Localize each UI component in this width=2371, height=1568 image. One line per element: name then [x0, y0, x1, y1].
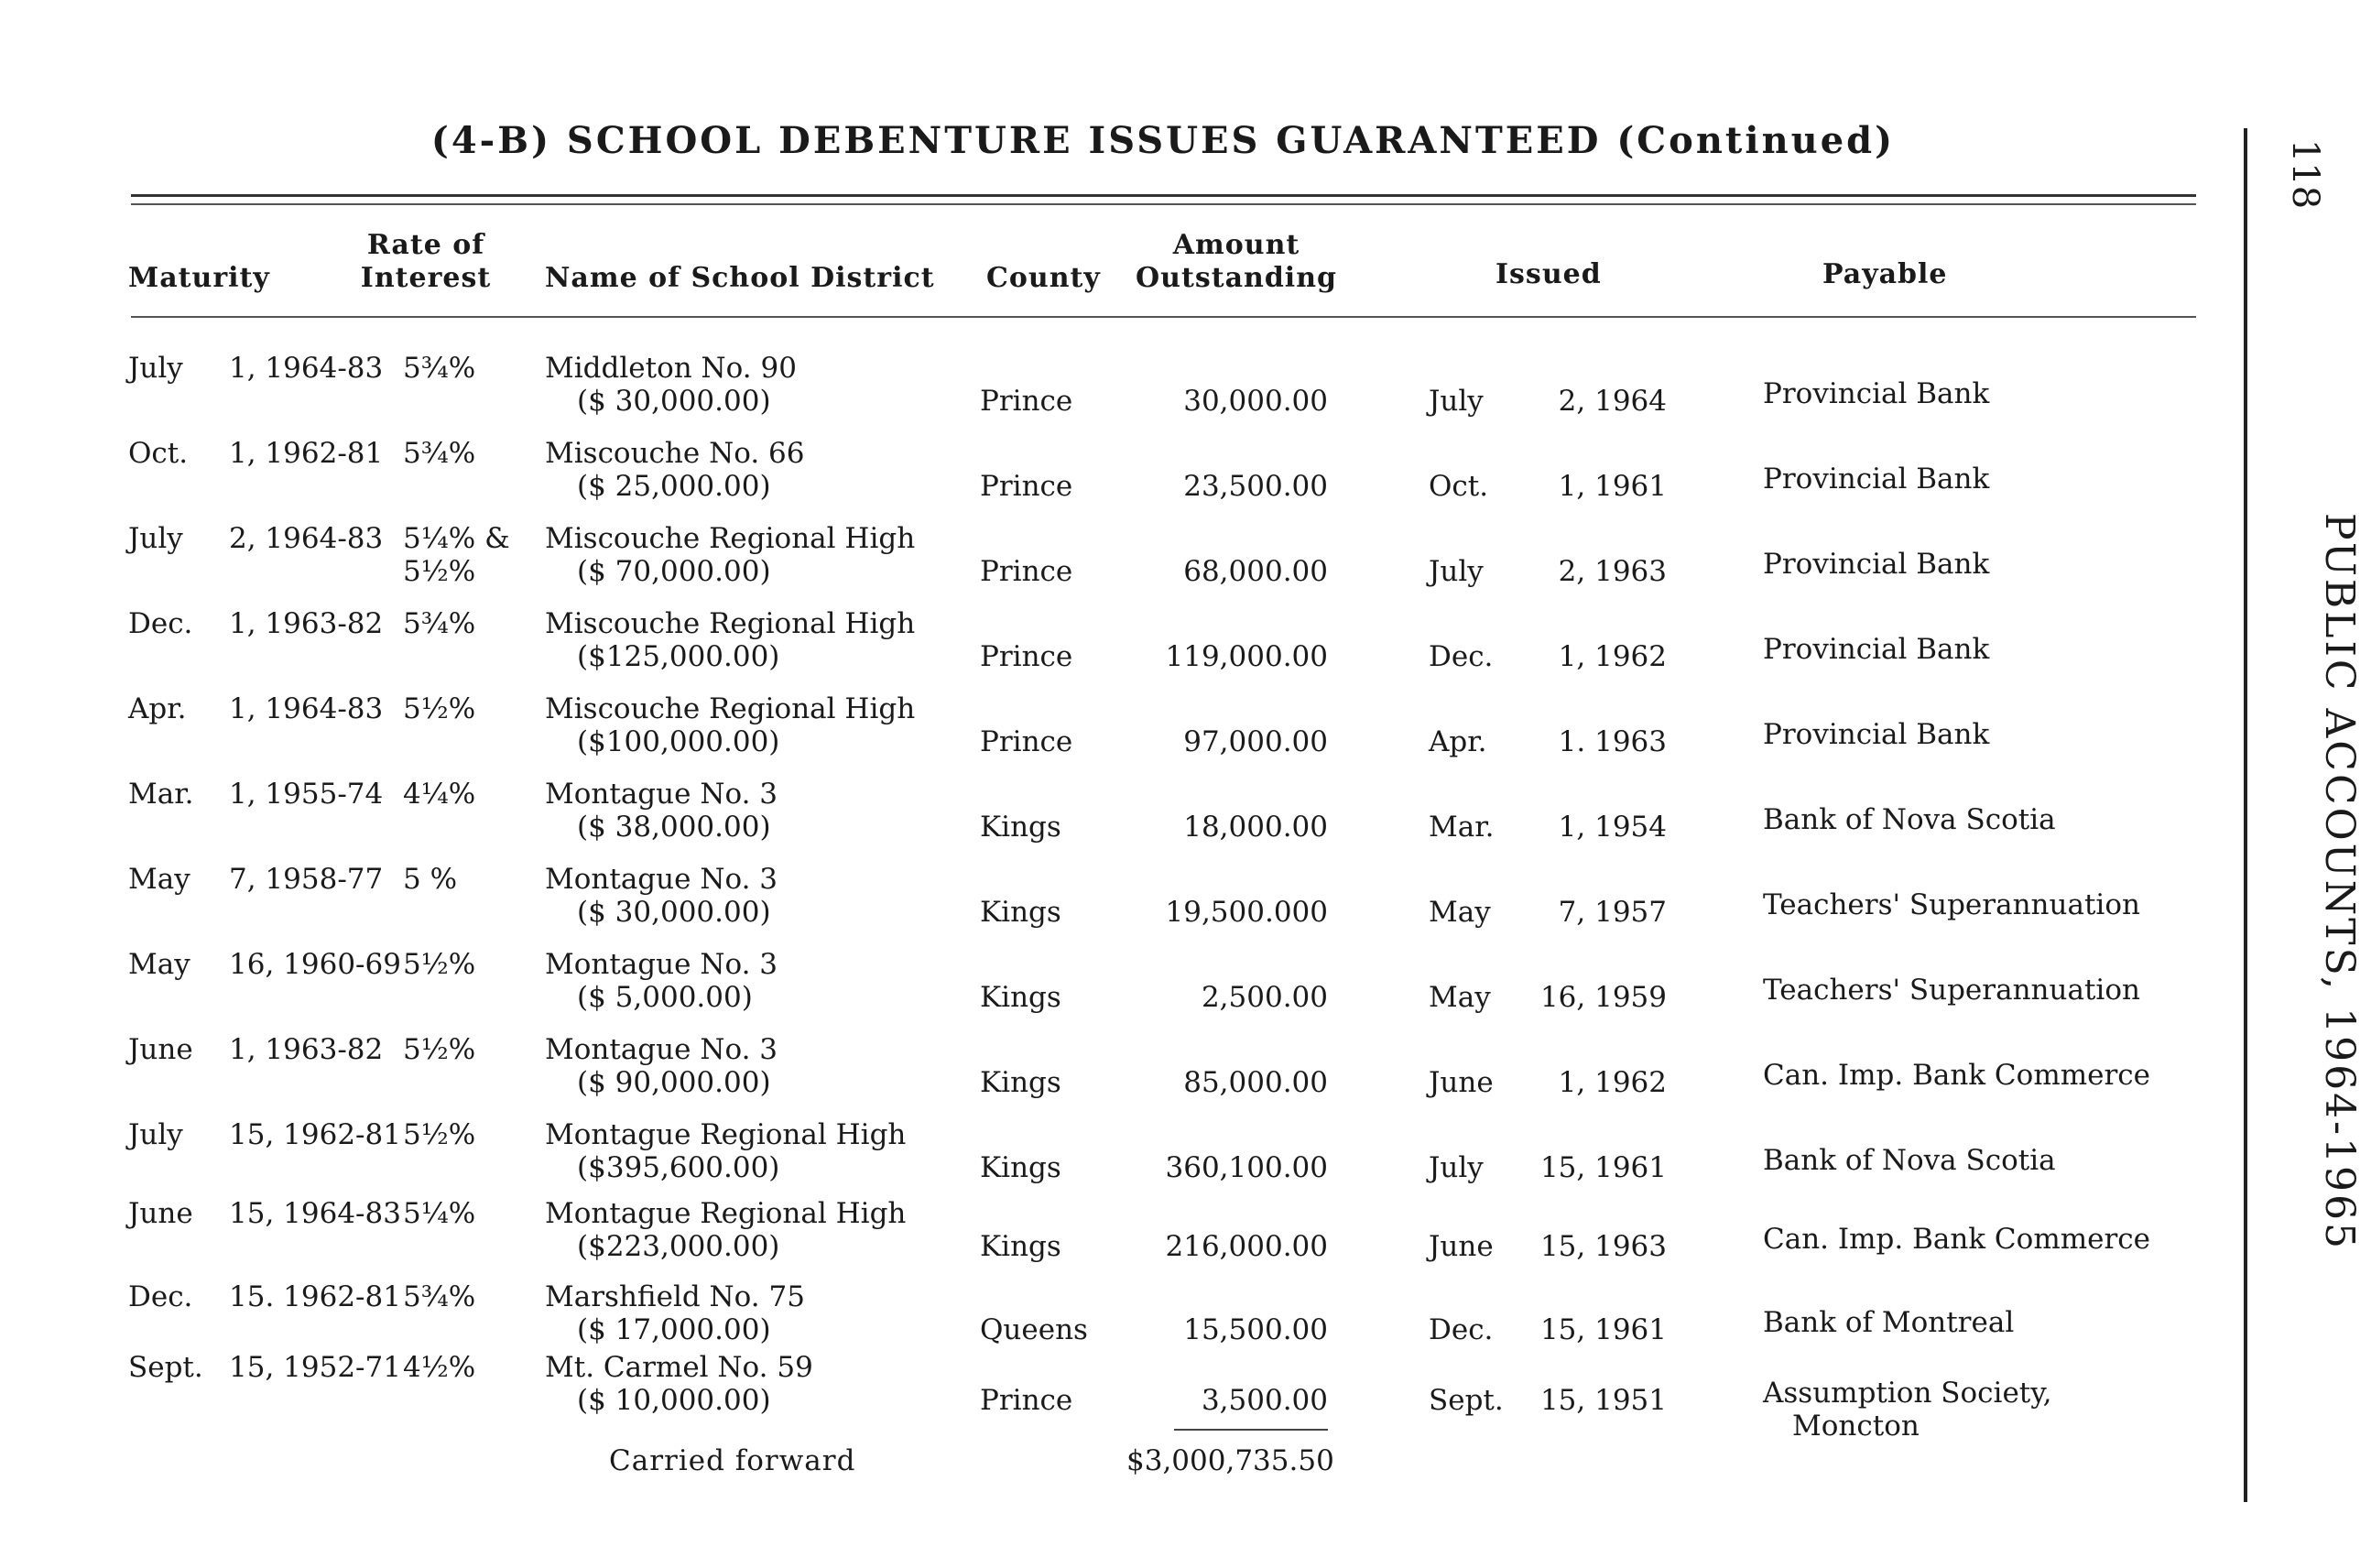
original-amount: ($ 17,000.00) [577, 1313, 771, 1346]
col-header-maturity: Maturity [128, 262, 270, 294]
maturity-month: Sept. [128, 1351, 203, 1384]
payable-cell [1763, 1223, 2150, 1256]
rate-cell [403, 1351, 475, 1384]
issued-cell [1429, 1066, 1667, 1099]
maturity-cell [128, 1033, 384, 1066]
district-name: Middleton No. 90 [545, 352, 797, 385]
col-header-county: County [986, 262, 1101, 294]
amount-cell: 97,000.00 [1183, 725, 1328, 758]
rate-cell [403, 522, 510, 588]
rate-value: 4¼% [403, 778, 476, 811]
district-name: Miscouche Regional High [545, 607, 916, 640]
maturity-cell [128, 352, 384, 385]
issued-cell [1429, 981, 1667, 1014]
district-cell [545, 437, 804, 503]
payable-cell [1763, 463, 1989, 495]
district-name: Montague No. 3 [545, 948, 778, 981]
payable-text: Teachers' Superannuation [1763, 888, 2140, 921]
payable-cell [1763, 888, 2140, 921]
col-header-rate-line1: Rate of [366, 229, 485, 261]
rate-cell [403, 1197, 475, 1230]
rate-value: 5 % [403, 863, 458, 896]
payable-cell [1763, 1059, 2150, 1092]
issued-date: 1. 1963 [1558, 725, 1667, 758]
issued-cell [1429, 385, 1667, 418]
maturity-date: 1, 1963-82 [229, 1033, 384, 1066]
page-title [128, 119, 2198, 162]
table-row [0, 522, 2235, 606]
running-title: PUBLIC ACCOUNTS, 1964-1965 [2316, 513, 2363, 1251]
maturity-cell [128, 778, 384, 811]
maturity-cell [128, 863, 384, 896]
col-header-rate [348, 229, 504, 295]
issued-month: July [1429, 385, 1484, 418]
col-header-name: Name of School District [545, 262, 935, 294]
county-cell: Prince [980, 555, 1073, 588]
table-row [0, 437, 2235, 521]
original-amount: ($395,600.00) [577, 1151, 780, 1184]
col-header-payable: Payable [1822, 258, 1948, 290]
district-cell [545, 1280, 805, 1346]
rate-value: 5¼% & [403, 522, 510, 555]
payable-text: Provincial Bank [1763, 718, 1990, 751]
rate-cell [403, 437, 475, 470]
table-row [0, 1033, 2235, 1117]
issued-cell [1429, 470, 1667, 503]
col-header-rate-line2: Interest [360, 262, 492, 294]
payable-cell [1763, 1377, 2052, 1443]
maturity-cell [128, 948, 401, 981]
col-header-amount-line2: Outstanding [1136, 262, 1337, 294]
maturity-cell [128, 1280, 401, 1313]
rate-value: 4½% [403, 1351, 476, 1384]
maturity-date: 2, 1964-83 [229, 522, 384, 555]
payable-cell [1763, 803, 2056, 836]
district-name: Marshfield No. 75 [545, 1280, 805, 1313]
county-cell: Prince [980, 1384, 1073, 1417]
payable-text: Teachers' Superannuation [1763, 974, 2140, 1007]
maturity-month: July [128, 1118, 183, 1151]
title-text: (4-B) SCHOOL DEBENTURE ISSUES GUARANTEED [430, 119, 1602, 162]
county-cell: Kings [980, 811, 1061, 844]
total-rule [1174, 1429, 1328, 1431]
issued-cell [1429, 640, 1667, 673]
original-amount: ($ 30,000.00) [577, 896, 771, 929]
carried-forward-total: $3,000,735.50 [1126, 1444, 1334, 1477]
rate-cell [403, 863, 457, 896]
payable-text-2: Moncton [1792, 1410, 1920, 1443]
district-cell [545, 692, 915, 758]
issued-month: Dec. [1429, 1313, 1494, 1346]
maturity-date: 15, 1964-83 [229, 1197, 401, 1230]
original-amount: ($125,000.00) [577, 640, 780, 673]
rate-cell [403, 607, 475, 640]
county-cell: Kings [980, 981, 1061, 1014]
issued-month: June [1429, 1066, 1494, 1099]
issued-month: June [1429, 1230, 1494, 1263]
payable-text: Provincial Bank [1763, 548, 1990, 581]
original-amount: ($ 10,000.00) [577, 1384, 771, 1417]
original-amount: ($ 38,000.00) [577, 811, 771, 844]
issued-date: 1, 1954 [1558, 811, 1667, 844]
rate-value: 5½% [403, 692, 476, 725]
issued-cell [1429, 1384, 1667, 1417]
district-name: Miscouche Regional High [545, 692, 916, 725]
district-name: Montague No. 3 [545, 863, 778, 896]
county-cell: Kings [980, 1230, 1061, 1263]
amount-cell: 360,100.00 [1165, 1151, 1328, 1184]
maturity-date: 1, 1963-82 [229, 607, 384, 640]
maturity-month: May [128, 863, 190, 896]
payable-text: Bank of Montreal [1763, 1306, 2015, 1339]
title-continued: (Continued) [1616, 119, 1896, 162]
original-amount: ($ 90,000.00) [577, 1066, 771, 1099]
amount-cell: 85,000.00 [1183, 1066, 1328, 1099]
district-cell [545, 352, 797, 418]
maturity-month: July [128, 522, 183, 555]
rate-value: 5½% [403, 1033, 476, 1066]
table-row [0, 948, 2235, 1032]
payable-text: Can. Imp. Bank Commerce [1763, 1223, 2150, 1256]
maturity-date: 1, 1955-74 [229, 778, 384, 811]
amount-cell: 18,000.00 [1183, 811, 1328, 844]
title-rule-thick [131, 194, 2196, 197]
district-cell [545, 863, 778, 929]
district-name: Montague Regional High [545, 1197, 907, 1230]
maturity-cell [128, 522, 384, 555]
carried-forward-label: Carried forward [609, 1444, 856, 1477]
amount-cell: 19,500.000 [1165, 896, 1328, 929]
payable-cell [1763, 377, 1989, 410]
table-row [0, 352, 2235, 436]
col-header-amount-line1: Amount [1172, 229, 1300, 261]
amount-cell: 3,500.00 [1201, 1384, 1328, 1417]
issued-date: 1, 1962 [1558, 1066, 1667, 1099]
county-cell: Prince [980, 725, 1073, 758]
rate-value-2: 5½% [403, 555, 476, 588]
issued-month: May [1429, 981, 1491, 1014]
issued-month: Oct. [1429, 470, 1489, 503]
original-amount: ($223,000.00) [577, 1230, 780, 1263]
issued-date: 1, 1962 [1558, 640, 1667, 673]
issued-month: July [1429, 555, 1484, 588]
payable-text: Provincial Bank [1763, 377, 1990, 410]
table-row [0, 863, 2235, 947]
original-amount: ($ 30,000.00) [577, 385, 771, 418]
issued-date: 7, 1957 [1558, 896, 1667, 929]
amount-cell: 119,000.00 [1165, 640, 1328, 673]
county-cell: Kings [980, 1151, 1061, 1184]
col-header-issued: Issued [1495, 258, 1602, 290]
page-number: 118 [2284, 138, 2326, 210]
district-cell [545, 1118, 906, 1184]
district-name: Montague No. 3 [545, 778, 778, 811]
original-amount: ($ 70,000.00) [577, 555, 771, 588]
maturity-date: 15, 1962-81 [229, 1118, 401, 1151]
issued-date: 2, 1964 [1558, 385, 1667, 418]
table-row [0, 607, 2235, 691]
district-name: Miscouche No. 66 [545, 437, 805, 470]
rate-cell [403, 1280, 475, 1313]
district-cell [545, 522, 915, 588]
payable-cell [1763, 718, 1989, 751]
payable-cell [1763, 548, 1989, 581]
district-cell [545, 1197, 906, 1263]
amount-cell: 68,000.00 [1183, 555, 1328, 588]
rate-value: 5¼% [403, 1197, 476, 1230]
district-name: Mt. Carmel No. 59 [545, 1351, 813, 1384]
payable-text: Provincial Bank [1763, 633, 1990, 666]
rate-cell [403, 948, 475, 981]
issued-month: July [1429, 1151, 1484, 1184]
issued-date: 16, 1959 [1539, 981, 1667, 1014]
table-row [0, 692, 2235, 777]
issued-date: 15, 1963 [1539, 1230, 1667, 1263]
payable-cell [1763, 1306, 2014, 1339]
rate-value: 5¾% [403, 607, 476, 640]
maturity-month: Dec. [128, 607, 193, 640]
original-amount: ($ 5,000.00) [577, 981, 753, 1014]
maturity-month: May [128, 948, 190, 981]
maturity-cell [128, 1351, 401, 1384]
issued-date: 2, 1963 [1558, 555, 1667, 588]
rate-value: 5½% [403, 1118, 476, 1151]
county-cell: Prince [980, 385, 1073, 418]
table-row [0, 778, 2235, 862]
county-cell: Queens [980, 1313, 1088, 1346]
rate-cell [403, 692, 475, 725]
issued-date: 1, 1961 [1558, 470, 1667, 503]
issued-month: Sept. [1429, 1384, 1504, 1417]
maturity-date: 16, 1960-69 [229, 948, 401, 981]
county-cell: Prince [980, 640, 1073, 673]
payable-cell [1763, 1144, 2056, 1177]
rate-value: 5¾% [403, 1280, 476, 1313]
original-amount: ($ 25,000.00) [577, 470, 771, 503]
issued-date: 15, 1951 [1539, 1384, 1667, 1417]
maturity-date: 1, 1964-83 [229, 352, 384, 385]
district-name: Montague Regional High [545, 1118, 907, 1151]
amount-cell: 216,000.00 [1165, 1230, 1328, 1263]
district-cell [545, 1033, 778, 1099]
original-amount: ($100,000.00) [577, 725, 780, 758]
maturity-date: 1, 1962-81 [229, 437, 384, 470]
payable-text: Bank of Nova Scotia [1763, 803, 2056, 836]
issued-cell [1429, 1151, 1667, 1184]
district-cell [545, 778, 778, 844]
payable-text: Provincial Bank [1763, 463, 1990, 495]
issued-date: 15, 1961 [1539, 1313, 1667, 1346]
payable-cell [1763, 974, 2140, 1007]
rate-value: 5¾% [403, 437, 476, 470]
amount-cell: 23,500.00 [1183, 470, 1328, 503]
payable-text: Bank of Nova Scotia [1763, 1144, 2056, 1177]
maturity-month: Oct. [128, 437, 189, 470]
issued-date: 15, 1961 [1539, 1151, 1667, 1184]
rate-cell [403, 1033, 475, 1066]
issued-month: Dec. [1429, 640, 1494, 673]
maturity-month: June [128, 1033, 193, 1066]
district-cell [545, 1351, 813, 1417]
maturity-cell [128, 607, 384, 640]
maturity-month: June [128, 1197, 193, 1230]
rate-cell [403, 1118, 475, 1151]
rate-value: 5¾% [403, 352, 476, 385]
maturity-month: Mar. [128, 778, 194, 811]
maturity-cell [128, 1197, 401, 1230]
maturity-date: 15. 1962-81 [229, 1280, 401, 1313]
maturity-date: 1, 1964-83 [229, 692, 384, 725]
maturity-cell [128, 437, 384, 470]
issued-cell [1429, 896, 1667, 929]
county-cell: Kings [980, 1066, 1061, 1099]
district-cell [545, 607, 915, 673]
rate-value: 5½% [403, 948, 476, 981]
county-cell: Kings [980, 896, 1061, 929]
issued-month: Apr. [1429, 725, 1487, 758]
payable-cell [1763, 633, 1989, 666]
issued-cell [1429, 1313, 1667, 1346]
table-row [0, 1351, 2235, 1443]
maturity-month: July [128, 352, 183, 385]
payable-text: Assumption Society, [1763, 1377, 2052, 1410]
amount-cell: 15,500.00 [1183, 1313, 1328, 1346]
district-name: Montague No. 3 [545, 1033, 778, 1066]
amount-cell: 2,500.00 [1201, 981, 1328, 1014]
payable-text: Can. Imp. Bank Commerce [1763, 1059, 2150, 1092]
issued-cell [1429, 1230, 1667, 1263]
maturity-month: Dec. [128, 1280, 193, 1313]
amount-cell: 30,000.00 [1183, 385, 1328, 418]
county-cell: Prince [980, 470, 1073, 503]
issued-cell [1429, 811, 1667, 844]
district-cell [545, 948, 778, 1014]
header-rule [131, 316, 2196, 318]
issued-month: May [1429, 896, 1491, 929]
title-rule-thin [131, 203, 2196, 205]
issued-cell [1429, 725, 1667, 758]
col-header-amount [1126, 229, 1346, 295]
rate-cell [403, 778, 475, 811]
maturity-date: 7, 1958-77 [229, 863, 384, 896]
issued-month: Mar. [1429, 811, 1495, 844]
table-row [0, 1197, 2235, 1281]
maturity-cell [128, 692, 384, 725]
maturity-month: Apr. [128, 692, 187, 725]
maturity-date: 15, 1952-71 [229, 1351, 401, 1384]
district-name: Miscouche Regional High [545, 522, 916, 555]
margin-rule [2244, 128, 2247, 1502]
table-row [0, 1118, 2235, 1203]
maturity-cell [128, 1118, 401, 1151]
issued-cell [1429, 555, 1667, 588]
rate-cell [403, 352, 475, 385]
